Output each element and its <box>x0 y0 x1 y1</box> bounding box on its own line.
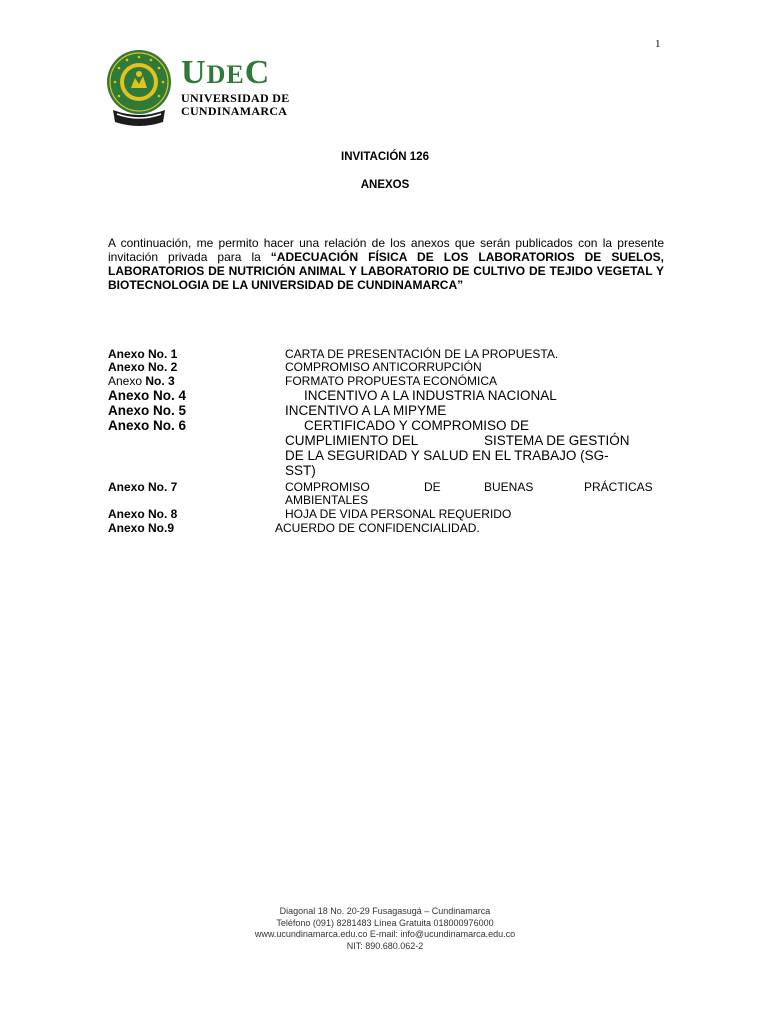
annex-label <box>108 374 175 388</box>
footer-nit: NIT: 890.680.062-2 <box>346 940 424 951</box>
university-seal-icon <box>105 48 173 128</box>
annex-description-word: PRÁCTICAS <box>584 480 653 494</box>
university-logo <box>105 48 305 138</box>
annex-description-line: CUMPLIMIENTO DEL <box>285 433 419 448</box>
annexes-heading: ANEXOS <box>360 179 410 191</box>
annex-label: Anexo No. 5 <box>108 403 187 418</box>
annex-description-line: DE LA SEGURIDAD Y SALUD EN EL TRABAJO (SG- <box>285 448 609 463</box>
annex-description: INCENTIVO A LA INDUSTRIA NACIONAL <box>304 388 557 403</box>
annex-description: FORMATO PROPUESTA ECONÓMICA <box>285 374 498 388</box>
page-footer <box>0 906 770 952</box>
annex-description-word: BUENAS <box>484 480 534 494</box>
annex-label: Anexo No.9 <box>108 521 175 535</box>
annex-label-plain: Anexo <box>108 374 146 388</box>
annex-description-line: SST) <box>285 463 316 478</box>
intro-paragraph <box>108 236 664 292</box>
annex-description: INCENTIVO A LA MIPYME <box>285 403 447 418</box>
annex-description: HOJA DE VIDA PERSONAL REQUERIDO <box>285 507 512 521</box>
footer-phone: Teléfono (091) 8281483 Línea Gratuita 018000976000 <box>276 917 494 928</box>
invitation-title: INVITACIÓN 126 <box>341 151 429 163</box>
annex-label-bold: No. 3 <box>145 374 175 388</box>
annex-description-word: DE <box>424 480 441 494</box>
annex-label: Anexo No. 8 <box>108 507 178 521</box>
annex-description-line: AMBIENTALES <box>285 493 369 507</box>
annex-label: Anexo No. 4 <box>108 388 187 403</box>
annex-description: ACUERDO DE CONFIDENCIALIDAD. <box>275 521 480 535</box>
annex-label: Anexo No. 7 <box>108 480 178 494</box>
annex-description: COMPROMISO ANTICORRUPCIÓN <box>285 360 482 374</box>
annex-description-line: CERTIFICADO Y COMPROMISO DE <box>304 418 530 433</box>
annex-description-word: COMPROMISO <box>285 480 370 494</box>
page-number: 1 <box>655 38 661 50</box>
intro-project-title: “ADECUACIÓN FÍSICA DE LOS LABORATORIOS DE SUELOS, LABORATORIOS DE NUTRICIÓN ANIMAL Y LABORATORIO DE CULTIVO DE TEJIDO VEGETAL Y BIOTECNOLOGIA DE LA UNIVERSIDAD DE CUNDINAMARCA” <box>108 250 664 292</box>
annex-description: CARTA DE PRESENTACIÓN DE LA PROPUESTA. <box>285 347 559 361</box>
annex-description-line: SISTEMA DE GESTIÓN <box>484 433 630 448</box>
footer-web-email: www.ucundinamarca.edu.co E-mail: info@ucundinamarca.edu.co <box>254 929 516 939</box>
annex-label: Anexo No. 6 <box>108 418 187 433</box>
intro-text: A continuación, me permito hacer una relación de los anexos que serán publicados con la presente invitación privada para la <box>108 236 664 264</box>
annex-label: Anexo No. 2 <box>108 360 178 374</box>
brand-line-2: CUNDINAMARCA <box>181 104 288 118</box>
brand-wordmark: UDEC <box>181 54 271 91</box>
footer-address: Diagonal 18 No. 20-29 Fusagasugá – Cundinamarca <box>279 906 491 916</box>
annex-label: Anexo No. 1 <box>108 347 178 361</box>
brand-line-1: UNIVERSIDAD DE <box>181 91 290 105</box>
